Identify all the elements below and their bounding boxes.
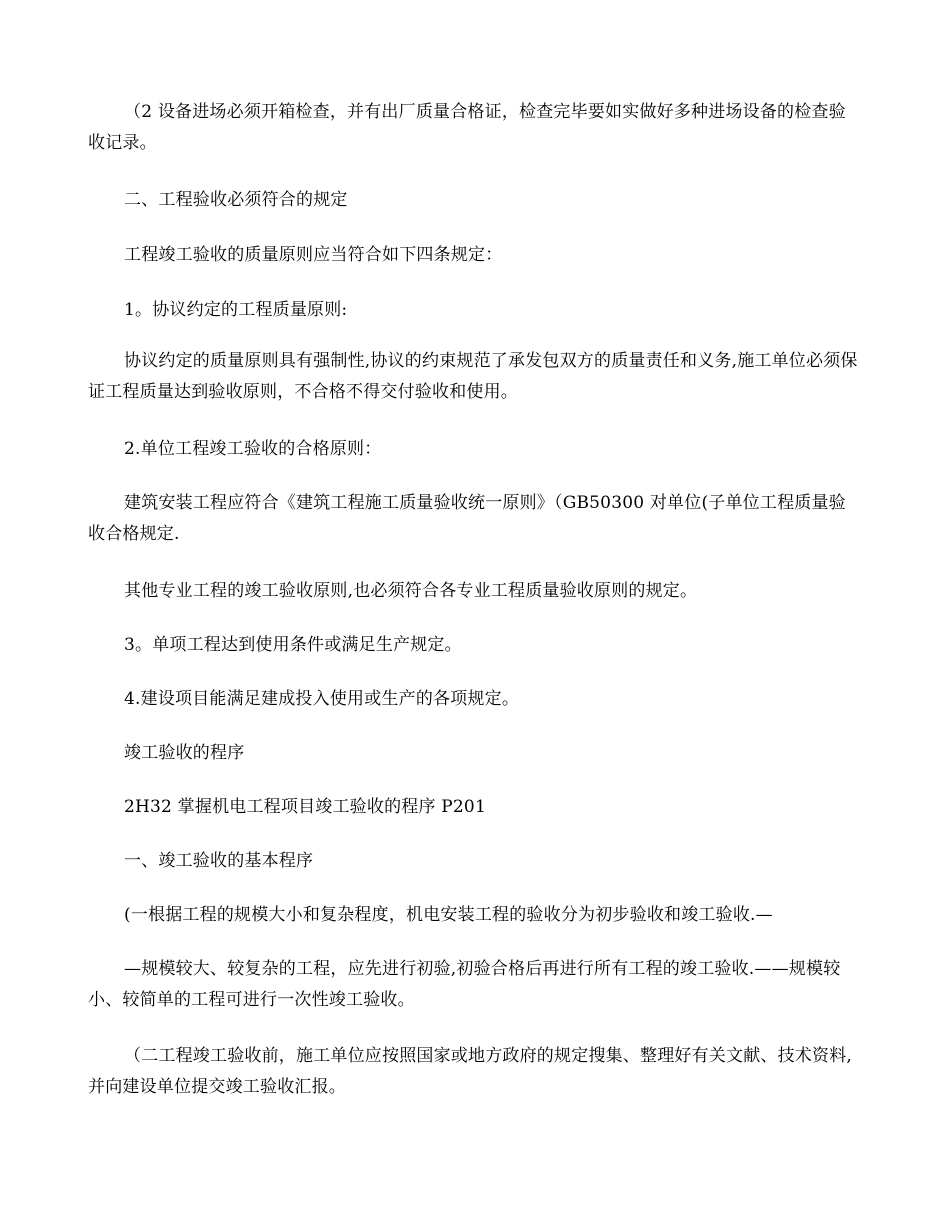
section-heading-basic-procedure: 一、竣工验收的基本程序 [124,851,314,871]
section-heading-procedure: 竣工验收的程序 [124,743,245,763]
paragraph-pre-acceptance-docs: （二工程竣工验收前，施工单位应按照国家或地方政府的规定搜集、整理好有关文献、技术资料,并向建设单位提交竣工验收汇报。 [88,1046,853,1097]
list-item-2-heading: 2.单位工程竣工验收的合格原则： [124,439,382,459]
section-heading-2h32: 2H32 掌握机电工程项目竣工验收的程序 P201 [124,797,486,817]
paragraph-gb50300: 建筑安装工程应符合《建筑工程施工质量验收统一原则》（GB50300 对单位(子单位工程质量验收合格规定. [88,493,846,544]
list-item-1-heading: 1。协议约定的工程质量原则: [124,300,348,320]
paragraph-acceptance-types: (一根据工程的规模大小和复杂程度，机电安装工程的验收分为初步验收和竣工验收.— [124,905,773,925]
paragraph-other-specialties: 其他专业工程的竣工验收原则,也必须符合各专业工程质量验收原则的规定。 [124,581,698,601]
paragraph-contract-quality: 协议约定的质量原则具有强制性,协议的约束规范了承发包双方的质量责任和义务,施工单位必须保证工程质量达到验收原则，不合格不得交付验收和使用。 [88,351,858,402]
list-item-3: 3。单项工程达到使用条件或满足生产规定。 [124,635,462,655]
paragraph-equipment-inspection: （2 设备进场必须开箱检查，并有出厂质量合格证，检查完毕要如实做好多种进场设备的检查验收记录。 [88,102,846,153]
paragraph-large-small-projects: —规模较大、较复杂的工程，应先进行初验,初验合格后再进行所有工程的竣工验收.——规模较小、较简单的工程可进行一次性竣工验收。 [88,959,841,1010]
section-heading-acceptance-rules: 二、工程验收必须符合的规定 [124,190,348,210]
list-item-4: 4.建设项目能满足建成投入使用或生产的各项规定。 [124,689,520,709]
paragraph-quality-principles-intro: 工程竣工验收的质量原则应当符合如下四条规定： [124,245,503,265]
